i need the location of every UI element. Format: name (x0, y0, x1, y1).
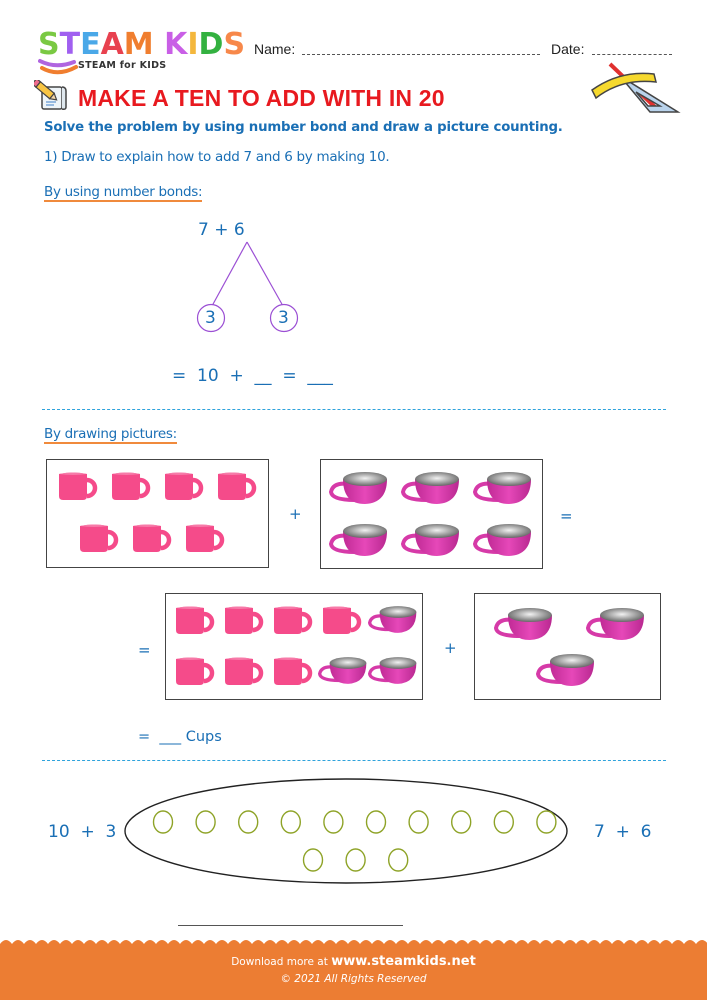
counting-oval (120, 776, 580, 888)
name-label: Name: (254, 41, 296, 57)
counter-circle (494, 811, 513, 833)
logo-letter (154, 30, 164, 60)
footer-url[interactable]: www.steamkids.net (331, 954, 476, 969)
teacup-group (327, 468, 539, 562)
counter-circle (409, 811, 428, 833)
steam-kids-logo (38, 27, 246, 78)
answer-line[interactable] (178, 925, 403, 926)
equals-sign-2: = (138, 641, 151, 659)
pencil-scroll-icon (34, 80, 68, 112)
equals-sign: = (560, 507, 573, 525)
section-divider (42, 409, 666, 410)
name-field[interactable] (302, 54, 540, 55)
section-divider-2 (42, 760, 666, 761)
remainder-group (485, 604, 657, 694)
date-field[interactable] (592, 54, 672, 55)
date-label: Date: (551, 41, 585, 57)
ten-group (172, 602, 420, 692)
bond-part-left: 3 (205, 308, 216, 328)
bond-part-right: 3 (278, 308, 289, 328)
counter-circle (154, 811, 173, 833)
logo-letter: T (59, 27, 81, 62)
logo-tagline: STEAM for KIDS (78, 60, 167, 71)
logo-letter: I (187, 27, 199, 62)
logo-letter: A (100, 27, 124, 62)
make-ten-label: 10 + 3 (48, 822, 117, 842)
ten-frame-box (165, 593, 423, 700)
counter-circle (196, 811, 215, 833)
mug-group (55, 469, 265, 559)
logo-letter: S (38, 27, 60, 62)
footer (0, 944, 707, 1000)
cups-answer[interactable]: = ___ Cups (138, 729, 222, 745)
counter-circle (452, 811, 471, 833)
logo-swoosh-icon (38, 57, 78, 79)
ruler-pencil-triangle-icon (590, 62, 682, 114)
logo-letter: M (123, 27, 154, 62)
counter-circle (304, 849, 323, 871)
counter-circle (324, 811, 343, 833)
logo-letter: S (223, 27, 246, 62)
logo-wordmark (38, 27, 246, 62)
plus-sign: + (289, 505, 302, 523)
drawing-pictures-heading: By drawing pictures: (44, 426, 177, 442)
counter-circle (239, 811, 258, 833)
counter-circle (346, 849, 365, 871)
bond-expression: 7 + 6 (198, 220, 245, 240)
logo-letter: K (164, 27, 188, 62)
plus-sign-2: + (444, 639, 457, 657)
number-bonds-heading: By using number bonds: (44, 184, 203, 200)
counter-circle (389, 849, 408, 871)
logo-letter: E (80, 27, 101, 62)
logo-letter: D (198, 27, 224, 62)
counter-circle (537, 811, 556, 833)
counter-circle (367, 811, 386, 833)
mug-group-box (46, 459, 269, 568)
footer-download: Download more at www.steamkids.net (231, 954, 476, 969)
footer-copyright: © 2021 All Rights Reserved (280, 973, 427, 985)
original-sum-label: 7 + 6 (594, 822, 652, 842)
worksheet-title: MAKE A TEN TO ADD WITH IN 20 (78, 85, 445, 111)
bond-equation[interactable]: = 10 + __ = ___ (172, 366, 333, 386)
question-1: 1) Draw to explain how to add 7 and 6 by making 10. (44, 149, 390, 165)
counter-circle (281, 811, 300, 833)
instructions: Solve the problem by using number bond and draw a picture counting. (44, 120, 563, 135)
teacup-group-box (320, 459, 543, 569)
remainder-box (474, 593, 661, 700)
